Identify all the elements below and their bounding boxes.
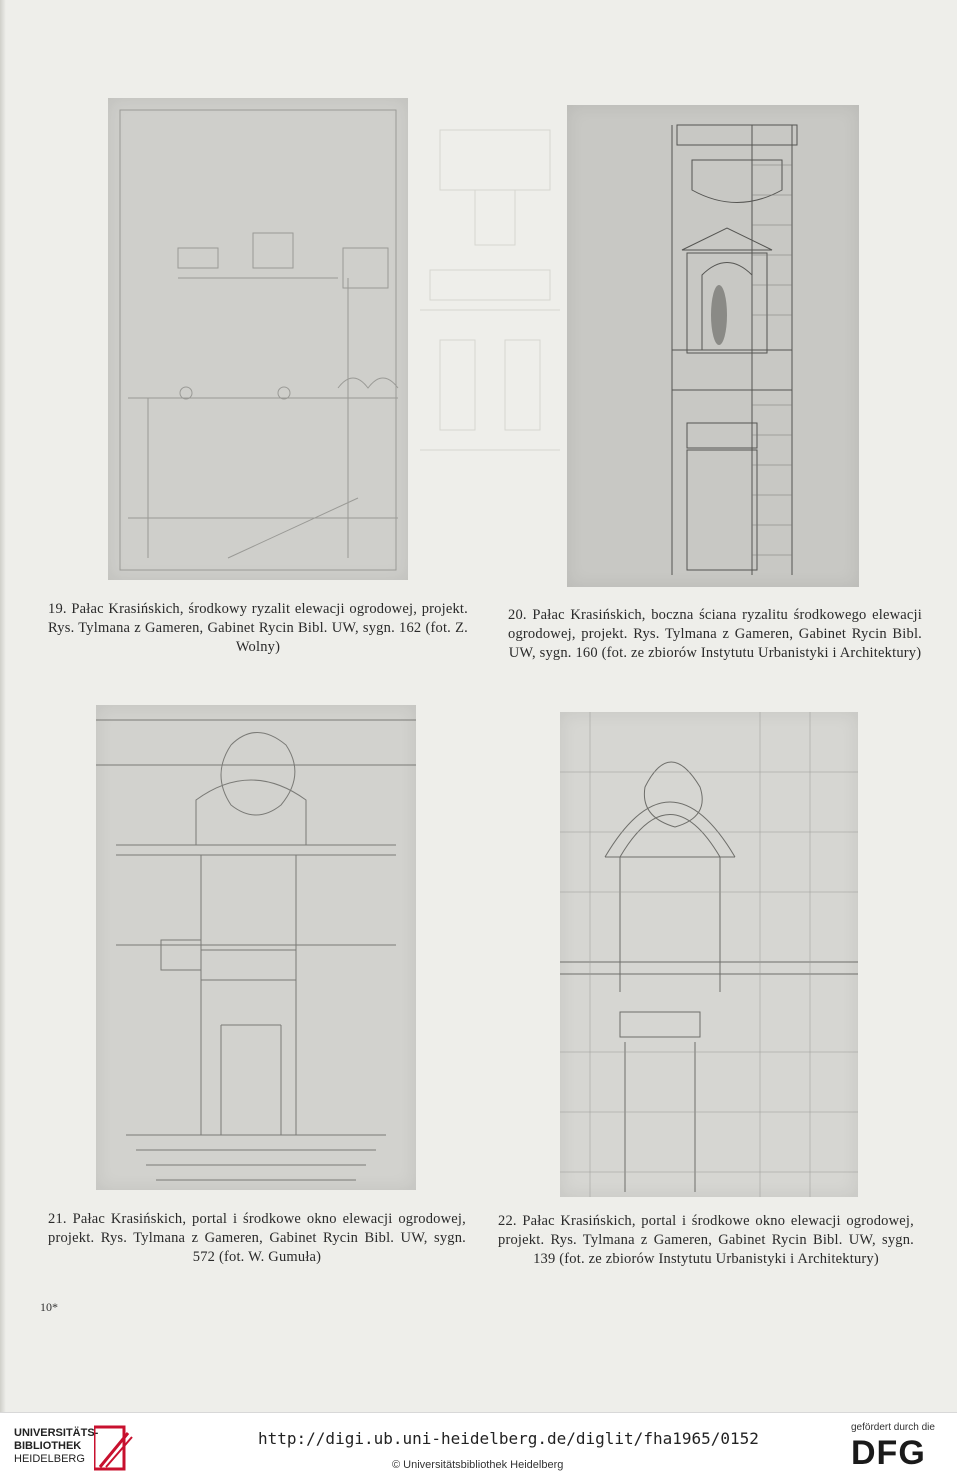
figure-22-caption: 22. Pałac Krasińskich, portal i środkowe okno elewacji ogrodowej, projekt. Rys. Tylmana z Gameren, Gabinet Rycin Bibl. UW, sygn. 139 (fot. ze zbiorów Instytutu Urbanistyki i Architektury)	[498, 1213, 914, 1267]
show-through-drawing	[420, 110, 560, 490]
figure-22-drawing	[560, 712, 858, 1197]
document-url-link[interactable]: http://digi.ub.uni-heidelberg.de/diglit/fha1965/0152	[258, 1429, 759, 1448]
funding-label: gefördert durch die	[851, 1422, 935, 1433]
copyright-notice: © Universitätsbibliothek Heidelberg	[392, 1459, 564, 1471]
figure-21-drawing	[96, 705, 416, 1190]
figure-21-caption: 21. Pałac Krasińskich, portal i środkowe okno elewacji ogrodowej, projekt. Rys. Tylmana z Gameren, Gabinet Rycin Bibl. UW, sygn. 572 (fot. W. Gumuła)	[48, 1211, 466, 1265]
figure-19-caption: 19. Pałac Krasińskich, środkowy ryzalit elewacji ogrodowej, projekt. Rys. Tylmana z Gameren, Gabinet Rycin Bibl. UW, sygn. 162 (fot. Z. Wolny)	[48, 601, 468, 655]
printer-signature-mark: 10*	[40, 1300, 58, 1314]
figure-19-drawing	[108, 98, 408, 580]
ub-heidelberg-logo-icon	[94, 1423, 134, 1475]
footer-bar	[0, 1412, 957, 1483]
library-name: UNIVERSITÄTS- BIBLIOTHEK HEIDELBERG	[14, 1427, 99, 1465]
figure-20-drawing	[567, 105, 859, 587]
dfg-logo: DFG	[851, 1434, 926, 1472]
figure-20-caption: 20. Pałac Krasińskich, boczna ściana ryzalitu środkowego elewacji ogrodowej, projekt. Rys. Tylmana z Gameren, Gabinet Rycin Bibl. UW, sygn. 160 (fot. ze zbiorów Instytutu Urbanistyki i Architektury)	[508, 607, 922, 661]
page-spine-shadow	[0, 0, 6, 1412]
